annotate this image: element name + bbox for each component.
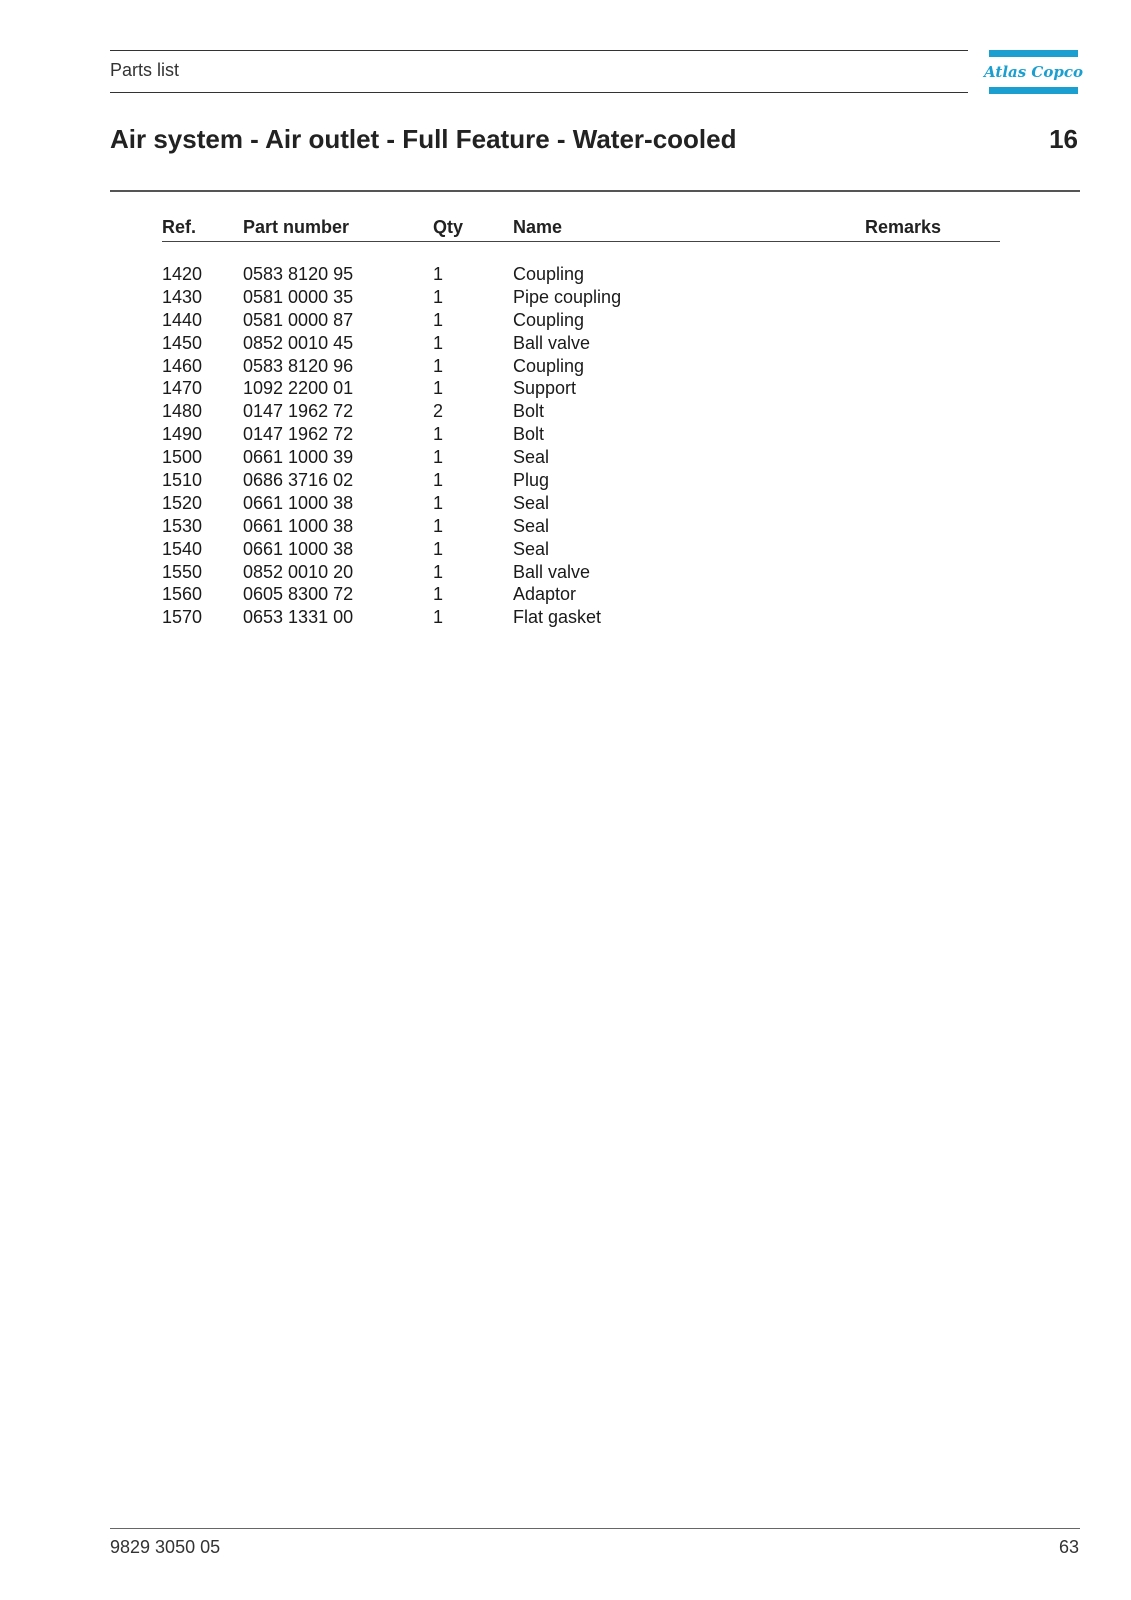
cell-part-number: 0661 1000 38: [243, 515, 354, 536]
cell-name: Seal: [513, 538, 550, 559]
cell-part-number: 1092 2200 01: [243, 378, 354, 399]
footer-rule: [110, 1528, 1080, 1529]
col-header-qty: Qty: [433, 217, 464, 237]
cell-ref: 1500: [162, 447, 203, 468]
cell-part-number: 0583 8120 96: [243, 355, 354, 376]
cell-qty: 1: [433, 355, 444, 376]
cell-ref: 1520: [162, 492, 203, 513]
cell-part-number: 0581 0000 87: [243, 309, 354, 330]
cell-ref: 1560: [162, 584, 203, 605]
title-rule: [110, 190, 1080, 192]
cell-ref: 1540: [162, 538, 203, 559]
col-header-name: Name: [513, 217, 563, 237]
cell-qty: 1: [433, 264, 444, 284]
table-row: [0, 447, 1131, 470]
cell-qty: 1: [433, 492, 444, 513]
cell-name: Ball valve: [513, 332, 591, 353]
cell-qty: 1: [433, 378, 444, 399]
table-row: [0, 424, 1131, 447]
cell-qty: 1: [433, 538, 444, 559]
cell-qty: 1: [433, 424, 444, 445]
cell-ref: 1550: [162, 561, 203, 582]
cell-part-number: 0661 1000 39: [243, 447, 354, 468]
cell-name: Coupling: [513, 309, 585, 330]
cell-ref: 1440: [162, 309, 203, 330]
table-row: [0, 584, 1131, 607]
cell-name: Seal: [513, 447, 550, 468]
table-row: [0, 516, 1131, 539]
chapter-number: 16: [1049, 124, 1078, 154]
cell-ref: 1570: [162, 607, 203, 628]
cell-part-number: 0147 1962 72: [243, 401, 354, 422]
cell-qty: 1: [433, 561, 444, 582]
cell-qty: 1: [433, 332, 444, 353]
cell-qty: 1: [433, 515, 444, 536]
table-row: [0, 401, 1131, 424]
atlas-copco-logo: [984, 50, 1083, 94]
col-header-part-number: Part number: [243, 217, 350, 237]
col-header-ref: Ref.: [162, 217, 197, 237]
cell-ref: 1460: [162, 355, 203, 376]
cell-part-number: 0147 1962 72: [243, 424, 354, 445]
cell-name: Support: [513, 378, 577, 399]
table-row: [0, 356, 1131, 379]
table-row: [0, 539, 1131, 562]
table-row: [0, 470, 1131, 493]
cell-ref: 1420: [162, 264, 203, 284]
cell-qty: 2: [433, 401, 444, 422]
table-row: [0, 310, 1131, 333]
table-row: [0, 493, 1131, 516]
cell-name: Bolt: [513, 401, 545, 422]
cell-qty: 1: [433, 607, 444, 628]
cell-ref: 1510: [162, 470, 203, 491]
cell-name: Coupling: [513, 355, 585, 376]
cell-qty: 1: [433, 584, 444, 605]
cell-name: Coupling: [513, 264, 585, 284]
cell-qty: 1: [433, 447, 444, 468]
col-header-remarks: Remarks: [865, 217, 942, 237]
table-row: [0, 287, 1131, 310]
header-rule-bottom: [110, 92, 968, 93]
cell-ref: 1450: [162, 332, 203, 353]
parts-table-body: [0, 264, 1131, 630]
cell-name: Bolt: [513, 424, 545, 445]
page-title: Air system - Air outlet - Full Feature - Water-cooled: [110, 124, 737, 154]
cell-name: Seal: [513, 492, 550, 513]
cell-part-number: 0653 1331 00: [243, 607, 354, 628]
cell-ref: 1490: [162, 424, 203, 445]
cell-qty: 1: [433, 309, 444, 330]
cell-name: Ball valve: [513, 561, 591, 582]
section-label: Parts list: [110, 60, 180, 80]
table-row: [0, 378, 1131, 401]
cell-ref: 1470: [162, 378, 203, 399]
cell-ref: 1480: [162, 401, 203, 422]
table-row: [0, 264, 1131, 287]
cell-ref: 1430: [162, 286, 203, 307]
cell-part-number: 0852 0010 20: [243, 561, 354, 582]
cell-name: Pipe coupling: [513, 286, 622, 307]
logo-wordmark: Atlas Copco: [984, 63, 1083, 81]
cell-name: Adaptor: [513, 584, 577, 605]
cell-part-number: 0686 3716 02: [243, 470, 354, 491]
table-row: [0, 607, 1131, 630]
cell-qty: 1: [433, 470, 444, 491]
cell-name: Plug: [513, 470, 550, 491]
header-rule-top: [110, 50, 968, 51]
cell-ref: 1530: [162, 515, 203, 536]
table-row: [0, 333, 1131, 356]
cell-part-number: 0581 0000 35: [243, 286, 354, 307]
table-header: [162, 215, 1000, 242]
cell-qty: 1: [433, 286, 444, 307]
document-number: 9829 3050 05: [110, 1537, 221, 1557]
table-row: [0, 562, 1131, 585]
cell-name: Flat gasket: [513, 607, 602, 628]
cell-part-number: 0852 0010 45: [243, 332, 354, 353]
page-number: 63: [1058, 1537, 1079, 1557]
cell-name: Seal: [513, 515, 550, 536]
cell-part-number: 0661 1000 38: [243, 538, 354, 559]
cell-part-number: 0583 8120 95: [243, 264, 354, 284]
cell-part-number: 0605 8300 72: [243, 584, 354, 605]
cell-part-number: 0661 1000 38: [243, 492, 354, 513]
